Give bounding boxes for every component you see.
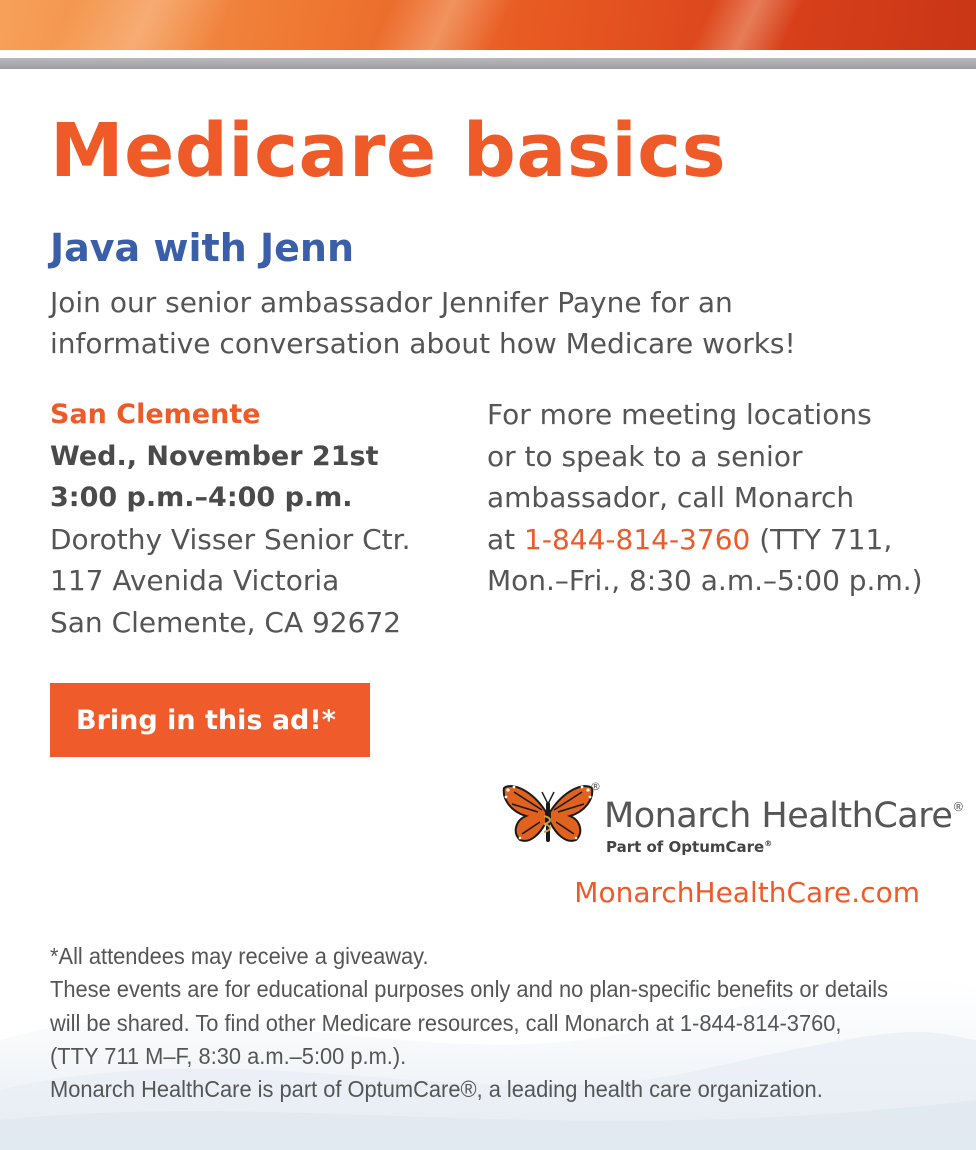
event-city: San Clemente: [50, 399, 261, 430]
event-time: 3:00 p.m.–4:00 p.m.: [50, 482, 353, 513]
event-series-title: Java with Jenn: [50, 226, 355, 270]
intro-paragraph: [50, 282, 930, 364]
banner-light-streak: [37, 0, 244, 50]
brand-tagline-text: Part of OptumCare: [606, 838, 765, 856]
footer-line: These events are for educational purposes only and no plan-specific benefits or details: [50, 976, 889, 1003]
event-city-state-zip: San Clemente, CA 92672: [50, 605, 402, 639]
intro-line: Join our senior ambassador Jennifer Payne for an: [50, 286, 733, 319]
brand-tagline: [606, 838, 772, 856]
phone-link[interactable]: 1-844-814-3760: [524, 522, 751, 556]
footer-line: (TTY 711 M–F, 8:30 a.m.–5:00 p.m.).: [50, 1042, 407, 1069]
brand-name: [604, 796, 964, 836]
tagline-registered-mark: ®: [764, 839, 773, 848]
contact-line: [487, 519, 957, 561]
event-date: Wed., November 21st: [50, 440, 379, 472]
banner-light-streak: [357, 0, 524, 50]
contact-hours: Mon.–Fri., 8:30 a.m.–5:00 p.m.): [487, 564, 923, 597]
contact-line-prefix: at: [487, 522, 525, 556]
logo-registered-mark: ®: [590, 780, 601, 793]
banner-gray-rule: [0, 58, 976, 69]
contact-info: [487, 394, 957, 602]
monarch-butterfly-icon: [502, 782, 594, 852]
event-details: [50, 394, 470, 643]
intro-line: informative conversation about how Medicare works!: [50, 327, 796, 360]
contact-line: or to speak to a senior: [487, 439, 803, 473]
bring-ad-button[interactable]: Bring in this ad!*: [50, 683, 370, 757]
contact-line: For more meeting locations: [487, 398, 872, 431]
brand-registered-mark: ®: [952, 800, 964, 814]
top-banner: [0, 0, 976, 50]
footer-line: will be shared. To find other Medicare resources, call Monarch at 1-844-814-3760,: [50, 1009, 842, 1036]
website-link[interactable]: MonarchHealthCare.com: [574, 876, 920, 909]
footer-disclaimer: [50, 940, 896, 1106]
page-title: Medicare basics: [50, 108, 727, 194]
banner-light-streak: [677, 0, 814, 50]
brand-logo: [502, 780, 964, 870]
contact-line-suffix: (TTY 711,: [750, 522, 893, 556]
brand-name-text: Monarch HealthCare: [604, 796, 953, 836]
event-street: 117 Avenida Victoria: [50, 564, 340, 597]
footer-line: *All attendees may receive a giveaway.: [50, 943, 429, 969]
event-venue: Dorothy Visser Senior Ctr.: [50, 522, 411, 556]
footer-line: Monarch HealthCare is part of OptumCare®, a leading health care organization.: [50, 1076, 823, 1103]
contact-line: ambassador, call Monarch: [487, 481, 855, 514]
